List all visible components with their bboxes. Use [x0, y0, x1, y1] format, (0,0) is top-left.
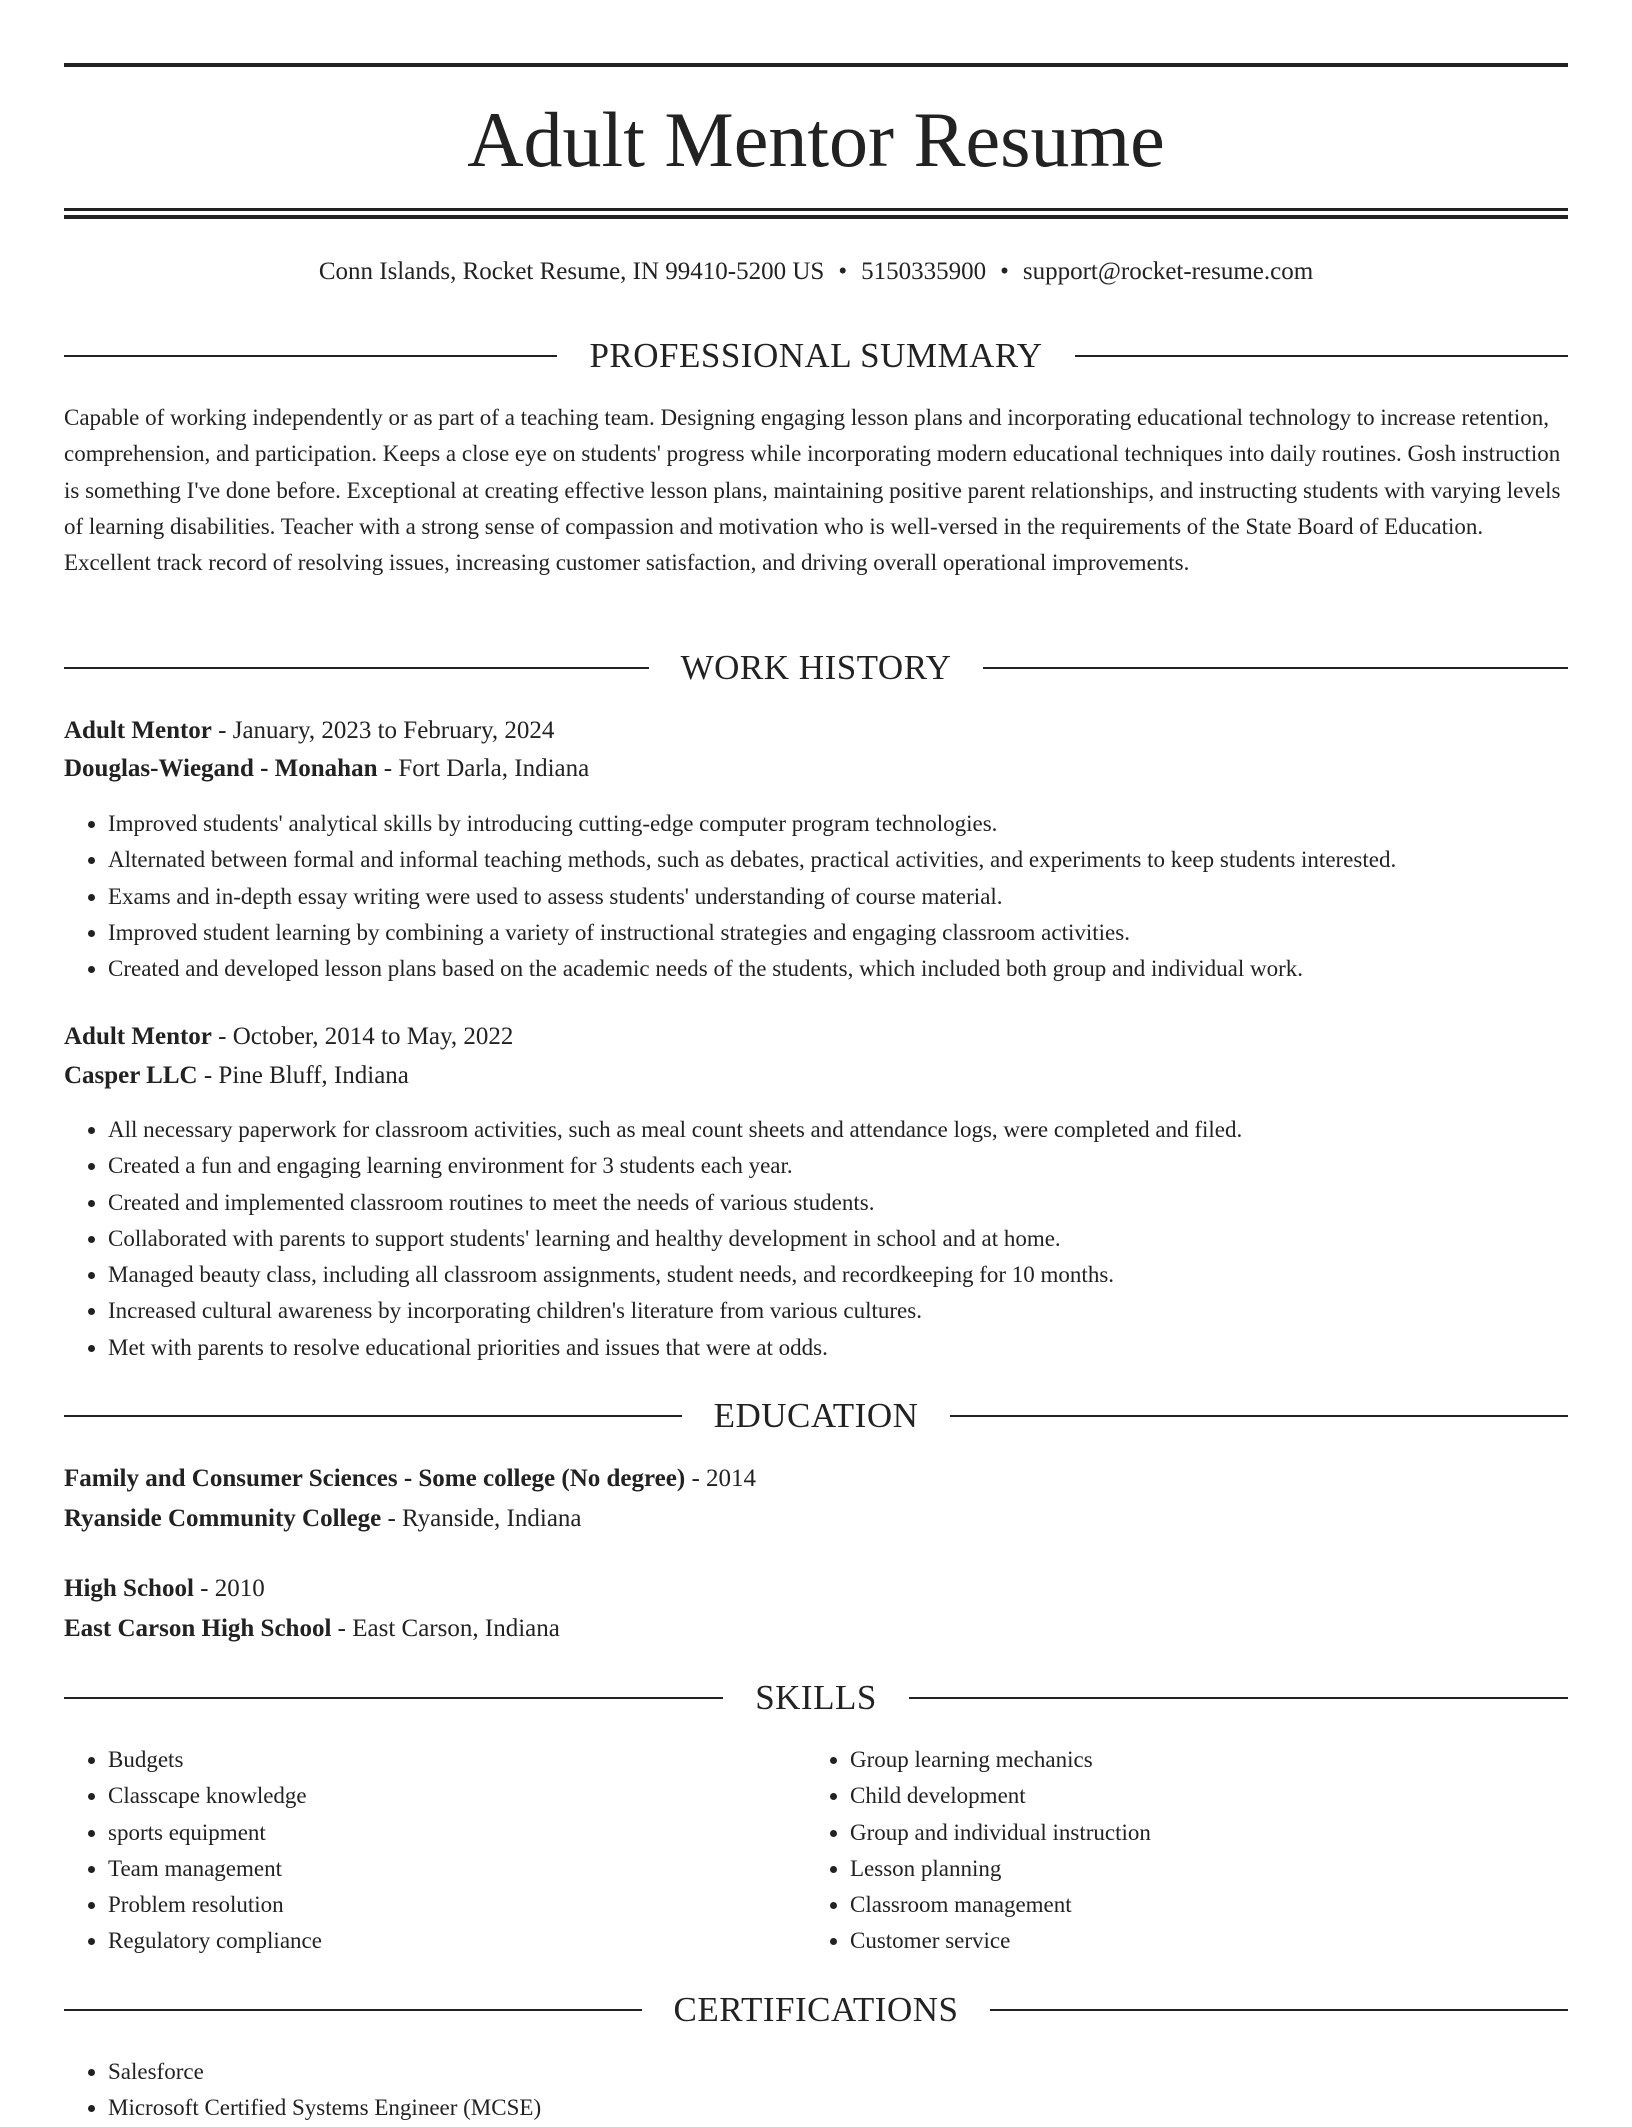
list-item: • Child development: [850, 1778, 1151, 1814]
section-title: SKILLS: [755, 1678, 877, 1717]
divider-line: [909, 1697, 1568, 1699]
list-item: • Improved student learning by combining a variety of instructional strategies and engaging classroom activities.: [108, 915, 1396, 951]
section-title: EDUCATION: [713, 1396, 919, 1435]
education-section-heading: [64, 1394, 1568, 1438]
contact-email: support@rocket-resume.com: [1022, 258, 1314, 285]
list-item: • Exams and in-depth essay writing were used to assess students' understanding of course material.: [108, 879, 1396, 915]
work-section-heading: [64, 646, 1568, 690]
list-item: • Problem resolution: [108, 1887, 322, 1923]
job-company: Casper LLC: [64, 1062, 198, 1089]
divider-line: [64, 1697, 723, 1699]
divider-line: [64, 2009, 642, 2011]
divider-line: [64, 355, 557, 357]
education-degree-line: [64, 1460, 756, 1498]
skills-list-right: [806, 1742, 1151, 1960]
list-item: • Regulatory compliance: [108, 1923, 322, 1959]
list-item: • Lesson planning: [850, 1851, 1151, 1887]
summary-section-heading: [64, 334, 1568, 378]
header-top-rule: [64, 63, 1568, 67]
job-dates: - January, 2023 to February, 2024: [211, 717, 555, 744]
skills-list-left: [64, 1742, 322, 1960]
list-item: • Increased cultural awareness by incorporating children's literature from various cultures.: [108, 1293, 1242, 1329]
divider-line: [64, 667, 649, 669]
divider-line: [64, 1415, 682, 1417]
list-item: • Classroom management: [850, 1887, 1151, 1923]
education-school-line: [64, 1500, 582, 1538]
section-title: PROFESSIONAL SUMMARY: [589, 336, 1043, 375]
list-item: • Met with parents to resolve educational priorities and issues that were at odds.: [108, 1330, 1242, 1366]
list-item: • sports equipment: [108, 1815, 322, 1851]
education-degree: High School: [64, 1575, 194, 1602]
list-item: • All necessary paperwork for classroom activities, such as meal count sheets and attendance logs, were completed and filed.: [108, 1112, 1242, 1148]
header-rule-lower: [64, 215, 1568, 219]
certifications-list: [64, 2054, 541, 2127]
education-degree: Family and Consumer Sciences - Some college (No degree): [64, 1465, 686, 1492]
contact-separator: •: [838, 258, 848, 285]
job-bullets: [64, 1112, 1242, 1366]
job-dates: - October, 2014 to May, 2022: [211, 1023, 514, 1050]
certifications-section-heading: [64, 1988, 1568, 2032]
list-item: • Improved students' analytical skills by introducing cutting-edge computer program technologies.: [108, 806, 1396, 842]
job-title-line: [64, 712, 554, 750]
job-title: Adult Mentor: [64, 717, 212, 744]
list-item: • Group and individual instruction: [850, 1815, 1151, 1851]
list-item: • Classcape knowledge: [108, 1778, 322, 1814]
skills-section-heading: [64, 1676, 1568, 1720]
contact-separator: •: [1000, 258, 1009, 285]
list-item: • Microsoft Certified Systems Engineer (MCSE): [108, 2090, 541, 2126]
job-company: Douglas-Wiegand - Monahan: [64, 755, 378, 782]
education-location: - East Carson, Indiana: [331, 1615, 560, 1642]
list-item: • Created and implemented classroom routines to meet the needs of various students.: [108, 1185, 1242, 1221]
list-item: • Salesforce: [108, 2054, 541, 2090]
education-year: - 2010: [193, 1575, 265, 1602]
resume-title: Adult Mentor Resume: [467, 96, 1165, 183]
list-item: • Collaborated with parents to support students' learning and healthy development in school and at home.: [108, 1221, 1242, 1257]
list-item: • Alternated between formal and informal teaching methods, such as debates, practical activities, and experiments to keep students interested.: [108, 842, 1396, 878]
education-school: East Carson High School: [64, 1615, 332, 1642]
list-item: • Budgets: [108, 1742, 322, 1778]
list-item: • Created and developed lesson plans based on the academic needs of the students, which included both group and individual work.: [108, 951, 1396, 987]
list-item: • Group learning mechanics: [850, 1742, 1151, 1778]
education-location: - Ryanside, Indiana: [381, 1505, 582, 1532]
contact-phone: 5150335900: [861, 258, 987, 285]
education-school-line: [64, 1610, 560, 1648]
list-item: • Managed beauty class, including all classroom assignments, student needs, and recordkeeping for 10 months.: [108, 1257, 1242, 1293]
education-degree-line: [64, 1570, 265, 1608]
job-bullets: [64, 806, 1396, 987]
summary-text: Capable of working independently or as part of a teaching team. Designing engaging lesson plans and incorporating educational technology to increase retention, comprehension, and participation. Keeps a close eye on students' progress while incorporating modern educational techniques into daily routines. Gosh instruction is something I've done before. Exceptional at creating effective lesson plans, maintaining positive parent relationships, and instructing students with varying levels of learning disabilities. Teacher with a strong sense of compassion and motivation who is well-versed in the requirements of the State Board of Education. Excellent track record of resolving issues, increasing customer satisfaction, and driving overall operational improvements.: [64, 405, 1561, 576]
list-item: • Customer service: [850, 1923, 1151, 1959]
divider-line: [950, 1415, 1568, 1417]
job-company-line: [64, 750, 589, 788]
education-school: Ryanside Community College: [64, 1505, 382, 1532]
job-location: - Fort Darla, Indiana: [377, 755, 590, 782]
job-company-line: [64, 1057, 409, 1095]
job-location: - Pine Bluff, Indiana: [197, 1062, 409, 1089]
job-title-line: [64, 1018, 513, 1056]
education-year: - 2014: [685, 1465, 757, 1492]
section-title: WORK HISTORY: [680, 648, 952, 687]
divider-line: [990, 2009, 1568, 2011]
divider-line: [983, 667, 1568, 669]
list-item: • Team management: [108, 1851, 322, 1887]
divider-line: [1075, 355, 1568, 357]
section-title: CERTIFICATIONS: [673, 1990, 959, 2029]
job-title: Adult Mentor: [64, 1023, 212, 1050]
contact-line: [64, 254, 1568, 290]
header-rule-upper: [64, 208, 1568, 211]
contact-address: Conn Islands, Rocket Resume, IN 99410-5200 US: [318, 258, 825, 285]
list-item: • Created a fun and engaging learning environment for 3 students each year.: [108, 1148, 1242, 1184]
